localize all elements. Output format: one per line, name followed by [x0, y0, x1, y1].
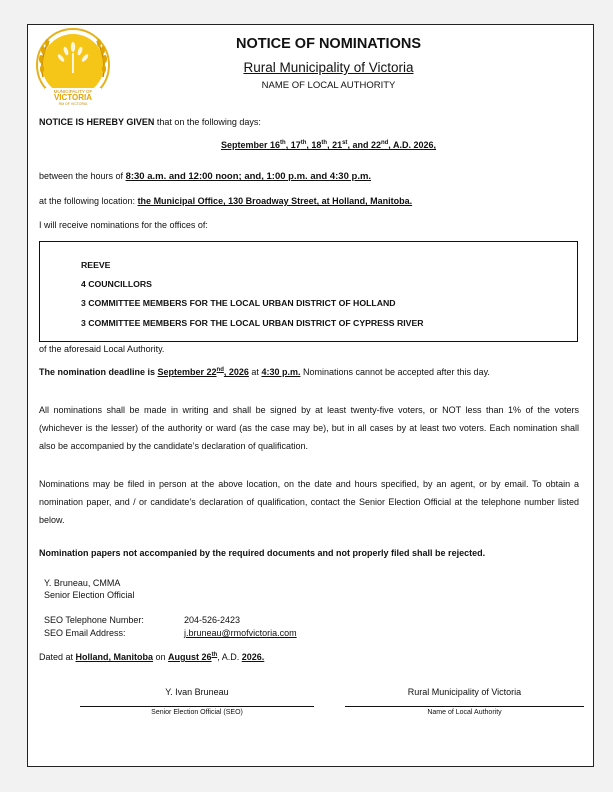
dated-prefix: Dated at — [39, 652, 76, 662]
notice-given-line — [39, 117, 261, 127]
location-prefix: at the following location: — [39, 196, 138, 206]
date-text: , 17 — [285, 140, 301, 150]
date-text: , and 22 — [347, 140, 381, 150]
office-item: 3 COMMITTEE MEMBERS FOR THE LOCAL URBAN DISTRICT OF CYPRESS RIVER — [81, 318, 424, 328]
dated-year: 2026. — [241, 652, 265, 662]
dated-on: on — [153, 652, 169, 662]
hours-prefix: between the hours of — [39, 171, 126, 181]
municipality-name: Rural Municipality of Victoria — [243, 60, 414, 75]
rejection-warning: Nomination papers not accompanied by the required documents and not properly filed shall be rejected. — [39, 548, 486, 558]
dated-line — [39, 652, 264, 662]
notice-document — [27, 24, 594, 767]
authority-signature-line — [345, 706, 584, 707]
deadline-suffix: Nominations cannot be accepted after this day. — [300, 367, 490, 377]
deadline-prefix: The nomination deadline is — [39, 367, 158, 377]
filing-instructions-paragraph: Nominations may be filed in person at the above location, on the date and hours specified, by an agent, or by email. To obtain a nomination paper, and / or candidate’s declaration of qualification, contact the Senior Election Official at the telephone number listed below. — [39, 479, 579, 525]
logo-ring-top: MUNICIPALITY OF — [53, 89, 93, 94]
phone-label: SEO Telephone Number: — [44, 615, 144, 625]
office-item: 3 COMMITTEE MEMBERS FOR THE LOCAL URBAN DISTRICT OF HOLLAND — [81, 298, 396, 308]
date-suffix: nd — [380, 140, 389, 146]
aforesaid-text: of the aforesaid Local Authority. — [39, 344, 165, 354]
logo-main-text: VICTORIA — [53, 93, 93, 102]
seo-signature-line — [80, 706, 314, 707]
deadline-date-suffix: nd — [216, 367, 224, 373]
date-suffix: th — [300, 140, 307, 146]
date-text: September 16 — [221, 140, 281, 150]
date-suffix: st — [342, 140, 348, 146]
dated-place: Holland, Manitoba — [75, 652, 154, 662]
offices-box — [39, 241, 578, 342]
location-line — [39, 196, 412, 206]
dated-ad: , A.D. — [217, 652, 242, 662]
office-item: 4 COUNCILLORS — [81, 279, 152, 289]
location-value: the Municipal Office, 130 Broadway Street, at Holland, Manitoba. — [137, 196, 413, 206]
nomination-dates — [28, 140, 595, 150]
notice-given-bold: NOTICE IS HEREBY GIVEN — [39, 117, 155, 127]
date-suffix: th — [321, 140, 328, 146]
email-label: SEO Email Address: — [44, 628, 126, 638]
seo-signature-caption: Senior Election Official (SEO) — [151, 709, 243, 716]
hours-value: 8:30 a.m. and 12:00 noon; and, 1:00 p.m. and 4:30 p.m. — [125, 171, 372, 182]
dated-date-suffix: th — [211, 652, 218, 658]
dated-date: August 26 — [168, 652, 212, 662]
official-role: Senior Election Official — [44, 590, 135, 600]
date-text: , A.D. 2026, — [388, 140, 436, 150]
official-name: Y. Bruneau, CMMA — [44, 578, 121, 588]
receive-nominations-text: I will receive nominations for the offices of: — [39, 220, 208, 230]
email-link[interactable]: j.bruneau@rmofvictoria.com — [184, 628, 297, 638]
authority-signature-name: Rural Municipality of Victoria — [407, 687, 522, 697]
authority-signature-caption: Name of Local Authority — [427, 709, 502, 716]
date-text: , 18 — [306, 140, 322, 150]
date-text: , 21 — [327, 140, 343, 150]
authority-label: NAME OF LOCAL AUTHORITY — [261, 80, 396, 91]
seo-signature-name: Y. Ivan Bruneau — [165, 687, 229, 697]
phone-value: 204-526-2423 — [184, 615, 241, 625]
office-item: REEVE — [81, 260, 111, 270]
deadline-at: at — [248, 367, 262, 377]
deadline-line — [39, 367, 490, 377]
nomination-requirements-paragraph: All nominations shall be made in writing and shall be signed by at least twenty-five voters, or NOT less than 1% of the voters (whichever is the lesser) of the authority or ward (as the case may be), but in all cases by at least two voters. Each nomination shall also be accompanied by the candidate’s declaration of qualification. — [39, 405, 579, 451]
hours-line — [39, 171, 371, 182]
logo-sub-text: RM OF VICTORIA — [58, 102, 88, 106]
notice-given-rest: that on the following days: — [154, 117, 261, 127]
date-suffix: th — [280, 140, 286, 146]
notice-title: NOTICE OF NOMINATIONS — [235, 36, 421, 52]
deadline-date: September 22 — [157, 367, 217, 377]
deadline-year: , 2026 — [223, 367, 249, 377]
deadline-time: 4:30 p.m. — [261, 367, 301, 377]
